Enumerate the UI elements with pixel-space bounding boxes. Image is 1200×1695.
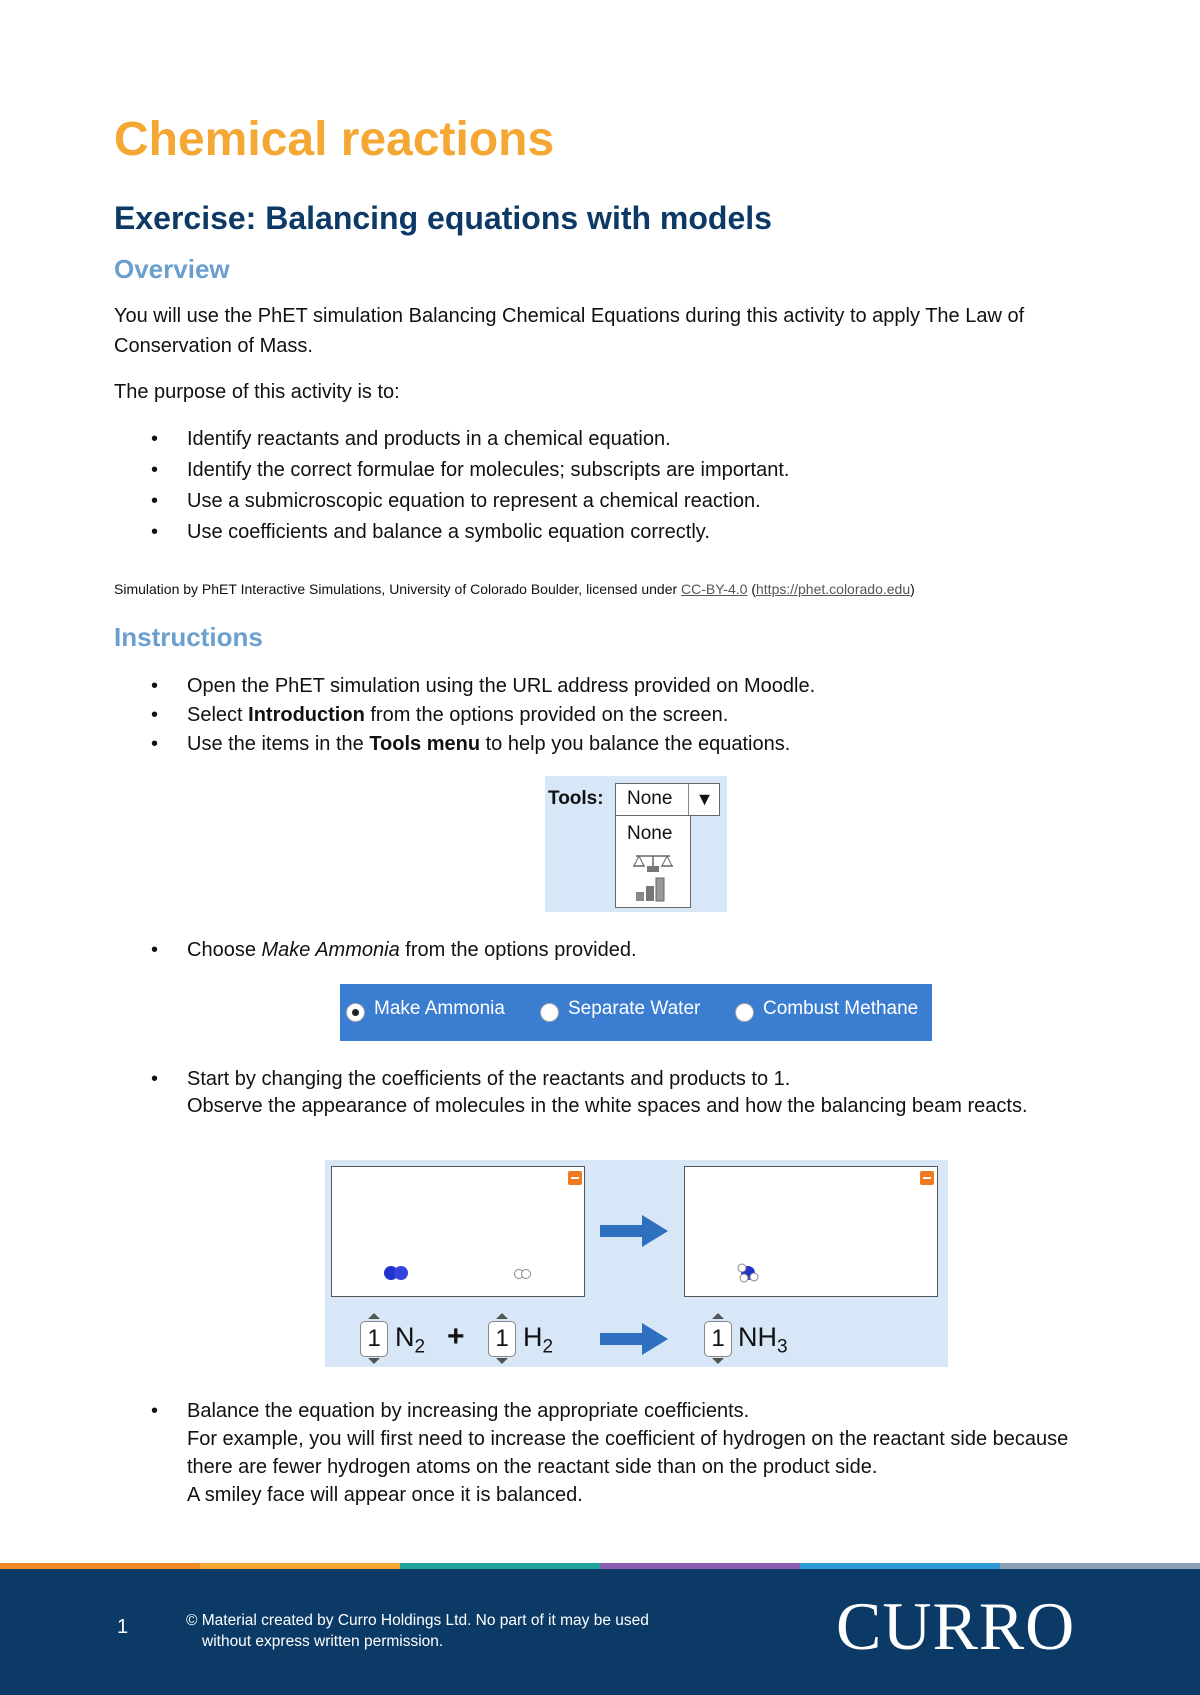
increase-n2-icon[interactable] — [368, 1313, 380, 1319]
reaction-arrow-icon — [600, 1213, 670, 1249]
tools-option-none[interactable]: None — [627, 823, 673, 844]
license-link[interactable]: CC-BY-4.0 — [681, 581, 748, 597]
balance-scale-icon[interactable] — [632, 850, 674, 874]
n2-coefficient-spinner[interactable]: 1 — [360, 1321, 388, 1357]
decrease-n2-icon[interactable] — [368, 1358, 380, 1364]
decrease-nh3-icon[interactable] — [712, 1358, 724, 1364]
list-item: • Start by changing the coefficients of the reactants and products to 1. Observe the appearance of molecules in the white spaces and how the balancing beam reacts. — [114, 1066, 1107, 1120]
list-item: • Open the PhET simulation using the URL address provided on Moodle. — [114, 672, 815, 701]
tools-selected-value: None — [627, 788, 673, 809]
plus-sign: + — [447, 1320, 465, 1353]
h2-formula: $H_2$ — [523, 1322, 554, 1358]
phet-url-link[interactable]: https://phet.colorado.edu — [756, 581, 911, 597]
instructions-list-1 — [114, 672, 815, 759]
nh3-molecule-icon — [736, 1263, 760, 1283]
equation-arrow-icon — [600, 1321, 670, 1357]
introduction-term: Introduction — [248, 704, 365, 726]
decrease-h2-icon[interactable] — [496, 1358, 508, 1364]
page-number: 1 — [117, 1616, 129, 1638]
attribution-text: Simulation by PhET Interactive Simulations, University of Colorado Boulder, licensed under — [114, 581, 682, 597]
purpose-lead: The purpose of this activity is to: — [114, 381, 400, 403]
nh3-coefficient-spinner[interactable]: 1 — [704, 1321, 732, 1357]
list-item: • Choose Make Ammonia from the options provided. — [114, 936, 637, 965]
n2-molecule-icon — [383, 1265, 409, 1281]
h2-coefficient-spinner[interactable]: 1 — [488, 1321, 516, 1357]
list-item: • Identify reactants and products in a chemical equation. — [114, 424, 789, 455]
tools-label: Tools: — [548, 788, 604, 809]
radio-make-ammonia[interactable] — [346, 1003, 365, 1022]
list-item: • Use a submicroscopic equation to represent a chemical reaction. — [114, 486, 789, 517]
attribution-paren-close: ) — [910, 581, 915, 597]
instructions-heading: Instructions — [114, 622, 263, 652]
choice-separate-water-label[interactable]: Separate Water — [568, 998, 701, 1019]
overview-intro: You will use the PhET simulation Balancing Chemical Equations during this activity to apply The Law of Conservation of Mass. — [114, 305, 1025, 357]
bar-chart-icon[interactable] — [634, 876, 668, 902]
list-item: • Balance the equation by increasing the appropriate coefficients. For example, you will first need to increase the coefficient of hydrogen on the reactant side because there are fewer hydrogen atoms on the reactant side than on the product side. A smiley face will appear once it is balanced. — [114, 1397, 1107, 1509]
list-item: • Use coefficients and balance a symbolic equation correctly. — [114, 517, 789, 548]
dropdown-arrow-icon[interactable]: ▼ — [688, 784, 720, 815]
make-ammonia-term: Make Ammonia — [261, 939, 400, 961]
exercise-title: Exercise: Balancing equations with models — [114, 200, 772, 236]
copyright-notice: © Material created by Curro Holdings Ltd. No part of it may be used without express written permission. — [186, 1612, 649, 1650]
choice-combust-methane-label[interactable]: Combust Methane — [763, 998, 919, 1019]
reactants-panel — [331, 1166, 585, 1297]
h2-molecule-icon — [514, 1268, 532, 1280]
overview-heading: Overview — [114, 254, 230, 284]
radio-separate-water[interactable] — [540, 1003, 559, 1022]
products-panel — [684, 1166, 938, 1297]
list-item: • Use the items in the Tools menu to help you balance the equations. — [114, 730, 815, 759]
attribution-paren-open: ( — [747, 581, 756, 597]
collapse-reactants-icon[interactable] — [568, 1171, 582, 1185]
page-title: Chemical reactions — [114, 113, 555, 166]
instructions-list-2 — [114, 936, 637, 965]
list-item: • Identify the correct formulae for molecules; subscripts are important. — [114, 455, 789, 486]
instructions-list-3 — [114, 1066, 1107, 1120]
radio-combust-methane[interactable] — [735, 1003, 754, 1022]
n2-formula: $N_2$ — [395, 1322, 426, 1358]
instructions-list-4 — [114, 1397, 1107, 1509]
tools-menu-term: Tools menu — [369, 733, 481, 755]
list-item: • Select Introduction from the options provided on the screen. — [114, 701, 815, 730]
choice-make-ammonia-label[interactable]: Make Ammonia — [374, 998, 505, 1019]
attribution — [114, 581, 915, 597]
increase-nh3-icon[interactable] — [712, 1313, 724, 1319]
nh3-formula: $NH_3$ — [738, 1322, 788, 1358]
purpose-list — [114, 424, 789, 548]
increase-h2-icon[interactable] — [496, 1313, 508, 1319]
curro-logo: CURRO — [836, 1588, 1076, 1664]
collapse-products-icon[interactable] — [920, 1171, 934, 1185]
